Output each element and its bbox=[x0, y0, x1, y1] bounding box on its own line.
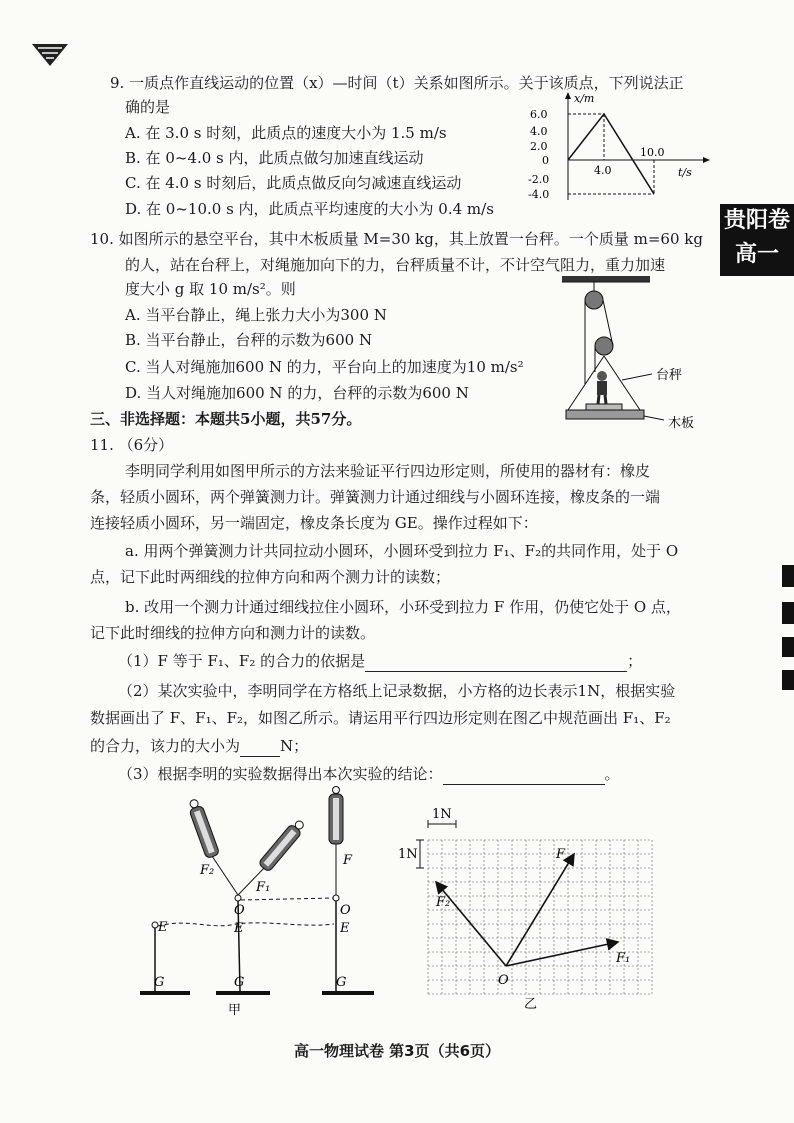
yi-unit-y: 1N bbox=[398, 847, 418, 862]
q11-sub2-answer-blank[interactable] bbox=[240, 740, 280, 757]
q10-option-a: A. 当平台静止，绳上张力大小为300 N bbox=[125, 306, 387, 324]
jia-label-O-right: O bbox=[340, 903, 351, 918]
q10-stem-line2: 的人，站在台秤上，对绳施加向下的力，台秤质量不计，不计空气阻力，重力加速 bbox=[125, 256, 666, 274]
q9-stem-line1: 9. 一质点作直线运动的位置（x）—时间（t）关系如图所示。关于该质点，下列说法正 bbox=[110, 74, 684, 92]
yi-label-F1: F₁ bbox=[616, 951, 631, 966]
platform-figure bbox=[556, 272, 716, 432]
section-three-heading: 三、非选择题：本题共5小题，共57分。 bbox=[90, 410, 362, 428]
xt-ytick: -4.0 bbox=[528, 188, 550, 201]
jia-label-F1: F₁ bbox=[256, 880, 271, 895]
q11-step-b-line2: 记下此时细线的拉伸方向和测力计的读数。 bbox=[90, 624, 376, 642]
jia-label-G-left: G bbox=[154, 975, 165, 990]
q11-head: 11. （6分） bbox=[90, 436, 174, 454]
jia-label-F: F bbox=[343, 853, 353, 868]
figure-jia bbox=[140, 786, 380, 1016]
figure-yi bbox=[400, 806, 660, 1026]
q9-option-b: B. 在 0~4.0 s 内，此质点做匀加速直线运动 bbox=[125, 149, 424, 167]
yi-label-F: F bbox=[556, 847, 566, 862]
jia-label-E-mid: E bbox=[234, 921, 244, 936]
region-grade-tab bbox=[720, 204, 794, 276]
xt-ytick: 0 bbox=[542, 154, 549, 167]
q10-option-c: C. 当人对绳施加600 N 的力，平台向上的加速度为10 m/s² bbox=[125, 358, 524, 376]
q11-sub3-text: （3）根据李明的实验数据得出本次实验的结论： bbox=[118, 765, 443, 783]
q11-para-line1: 李明同学利用如图甲所示的方法来验证平行四边形定则，所使用的器材有：橡皮 bbox=[125, 462, 651, 480]
margin-mark bbox=[782, 565, 794, 587]
xt-ytick: 6.0 bbox=[530, 108, 548, 121]
q11-step-b-line1: b. 改用一个测力计通过细线拉住小圆环，小环受到拉力 F 作用，仍使它处于 O 点， bbox=[125, 598, 681, 616]
q9-option-d: D. 在 0~10.0 s 内，此质点平均速度的大小为 0.4 m/s bbox=[125, 200, 494, 218]
q10-stem-line3: 度大小 g 取 10 m/s²。则 bbox=[125, 280, 296, 298]
jia-label-E-left: E bbox=[158, 920, 168, 935]
margin-mark bbox=[782, 670, 794, 690]
jia-label-O-mid: O bbox=[234, 903, 245, 918]
region-label: 贵阳卷 bbox=[723, 208, 790, 233]
jia-caption: 甲 bbox=[228, 1003, 242, 1018]
jia-label-G-mid: G bbox=[234, 975, 245, 990]
xt-xlabel: t/s bbox=[678, 166, 692, 179]
q11-step-a-line2: 点，记下此时两细线的拉伸方向和两个测力计的读数； bbox=[90, 568, 451, 586]
q11-step-a-line1: a. 用两个弹簧测力计共同拉动小圆环，小圆环受到拉力 F₁、F₂的共同作用，处于 O bbox=[125, 542, 679, 560]
xt-ylabel: x/m bbox=[574, 92, 595, 105]
q11-para-line2: 条，轻质小圆环，两个弹簧测力计。弹簧测力计通过细线与小圆环连接，橡皮条的一端 bbox=[90, 488, 661, 506]
q11-sub1-end: ； bbox=[627, 652, 643, 670]
yi-caption: 乙 bbox=[524, 997, 538, 1012]
xt-ytick: 4.0 bbox=[530, 125, 548, 138]
margin-mark bbox=[782, 637, 794, 657]
q9-option-a: A. 在 3.0 s 时刻，此质点的速度大小为 1.5 m/s bbox=[125, 124, 447, 142]
label-scale: 台秤 bbox=[656, 368, 683, 383]
jia-label-F2: F₂ bbox=[200, 863, 215, 878]
q11-sub1-answer-blank[interactable] bbox=[365, 655, 627, 672]
q11-sub2-line3 bbox=[90, 735, 308, 757]
yi-label-F2: F₂ bbox=[436, 895, 451, 910]
q11-sub3-end: 。 bbox=[604, 765, 620, 783]
corner-logo bbox=[30, 42, 70, 68]
grade-label: 高一 bbox=[734, 242, 779, 267]
q10-option-d: D. 当人对绳施加600 N 的力，台秤的示数为600 N bbox=[125, 384, 469, 402]
xt-graph bbox=[528, 90, 713, 210]
q11-sub2-line1: （2）某次实验中，李明同学在方格纸上记录数据，小方格的边长表示1N，根据实验 bbox=[118, 682, 676, 700]
yi-label-O: O bbox=[498, 973, 509, 988]
q11-sub1-text: （1）F 等于 F₁、F₂ 的合力的依据是 bbox=[118, 652, 366, 670]
xt-ytick: -2.0 bbox=[528, 173, 550, 186]
q11-sub2-line2: 数据画出了 F、F₁、F₂，如图乙所示。请运用平行四边形定则在图乙中规范画出 F₁、F₂ bbox=[90, 709, 671, 727]
page-footer: 高一物理试卷 第3页（共6页） bbox=[293, 1042, 501, 1060]
q10-option-b: B. 当平台静止，台秤的示数为600 N bbox=[125, 331, 373, 349]
q11-sub3 bbox=[118, 763, 620, 785]
q10-stem-line1: 10. 如图所示的悬空平台，其中木板质量 M=30 kg，其上放置一台秤。一个质量 m=60 kg bbox=[90, 230, 703, 248]
xt-xtick-10: 10.0 bbox=[640, 146, 665, 159]
q11-sub3-answer-blank[interactable] bbox=[443, 768, 605, 785]
q11-sub1 bbox=[118, 650, 642, 672]
xt-ytick: 2.0 bbox=[530, 140, 548, 153]
q11-para-line3: 连接轻质小圆环，另一端固定，橡皮条长度为 GE。操作过程如下： bbox=[90, 514, 538, 532]
margin-mark bbox=[782, 602, 794, 624]
yi-unit-x: 1N bbox=[432, 807, 452, 822]
q11-sub2-end: N； bbox=[280, 737, 309, 755]
label-board: 木板 bbox=[668, 416, 695, 431]
q11-sub2-text: 的合力，该力的大小为 bbox=[90, 737, 241, 755]
q9-stem-line2: 确的是 bbox=[125, 98, 171, 116]
q9-option-c: C. 在 4.0 s 时刻后，此质点做反向匀减速直线运动 bbox=[125, 174, 462, 192]
jia-label-G-right: G bbox=[336, 975, 347, 990]
jia-label-E-right: E bbox=[340, 921, 350, 936]
xt-xtick-4: 4.0 bbox=[594, 164, 612, 177]
